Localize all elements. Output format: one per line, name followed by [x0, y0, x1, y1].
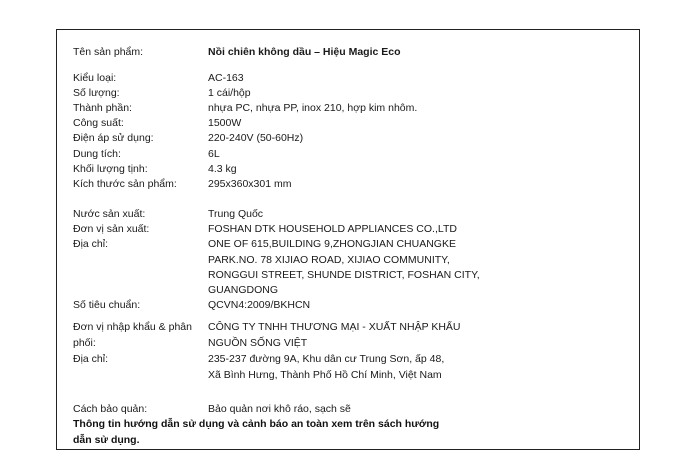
importer-address-line: Xã Bình Hưng, Thành Phố Hồ Chí Minh, Việt Nam [208, 369, 442, 381]
country-label: Nước sản xuất: [73, 208, 146, 220]
manufacturer-address-line: PARK.NO. 78 XIJIAO ROAD, XIJIAO COMMUNITY, [208, 254, 450, 266]
standard-value: QCVN4:2009/BKHCN [208, 299, 311, 311]
spec-model-label: Kiểu loại: [73, 72, 117, 84]
storage-value: Bảo quản nơi khô ráo, sạch sẽ [208, 403, 351, 415]
importer-address-line: 235-237 đường 9A, Khu dân cư Trung Sơn, ấp 48, [208, 353, 445, 365]
spec-size-value: 295x360x301 mm [208, 178, 292, 190]
spec-model-value: AC-163 [208, 72, 244, 84]
safety-notice-line: Thông tin hướng dẫn sử dụng và cảnh báo an toàn xem trên sách hướng [73, 418, 440, 430]
spec-weight-value: 4.3 kg [208, 163, 237, 175]
manufacturer-label: Đơn vị sản xuất: [73, 223, 150, 235]
safety-notice-line: dẫn sử dụng. [73, 434, 140, 446]
importer-address-label: Địa chỉ: [73, 353, 109, 365]
spec-quantity-value: 1 cái/hộp [208, 87, 251, 99]
spec-capacity-value: 6L [208, 148, 220, 160]
manufacturer-address-label: Địa chỉ: [73, 238, 109, 250]
spec-material-value: nhựa PC, nhựa PP, inox 210, hợp kim nhôm. [208, 102, 418, 114]
spec-power-value: 1500W [208, 117, 242, 129]
importer-value-line: CÔNG TY TNHH THƯƠNG MẠI - XUẤT NHẬP KHẨU [208, 321, 461, 333]
spec-material-label: Thành phần: [73, 102, 132, 114]
country-value: Trung Quốc [208, 208, 264, 220]
spec-voltage-value: 220-240V (50-60Hz) [208, 132, 304, 144]
product-name-value: Nồi chiên không dầu – Hiệu Magic Eco [208, 46, 401, 58]
importer-label-line: Đơn vị nhập khẩu & phân [73, 321, 192, 333]
manufacturer-address-line: RONGGUI STREET, SHUNDE DISTRICT, FOSHAN CITY, [208, 269, 480, 281]
product-name-label: Tên sản phẩm: [73, 46, 144, 58]
spec-weight-label: Khối lượng tịnh: [73, 163, 148, 175]
importer-label-line: phối: [73, 337, 96, 349]
safety-notice [73, 416, 453, 448]
spec-size-label: Kích thước sản phẩm: [73, 178, 177, 190]
spec-voltage-label: Điện áp sử dụng: [73, 132, 154, 144]
manufacturer-address-line: GUANGDONG [208, 284, 279, 296]
spec-capacity-label: Dung tích: [73, 148, 121, 160]
spec-quantity-label: Số lượng: [73, 87, 120, 99]
manufacturer-address-line: ONE OF 615,BUILDING 9,ZHONGJIAN CHUANGKE [208, 238, 456, 250]
standard-label: Số tiêu chuẩn: [73, 299, 141, 311]
storage-label: Cách bảo quản: [73, 403, 148, 415]
importer-value-line: NGUỒN SỐNG VIỆT [208, 337, 308, 349]
spec-power-label: Công suất: [73, 117, 124, 129]
manufacturer-value: FOSHAN DTK HOUSEHOLD APPLIANCES CO.,LTD [208, 223, 457, 235]
